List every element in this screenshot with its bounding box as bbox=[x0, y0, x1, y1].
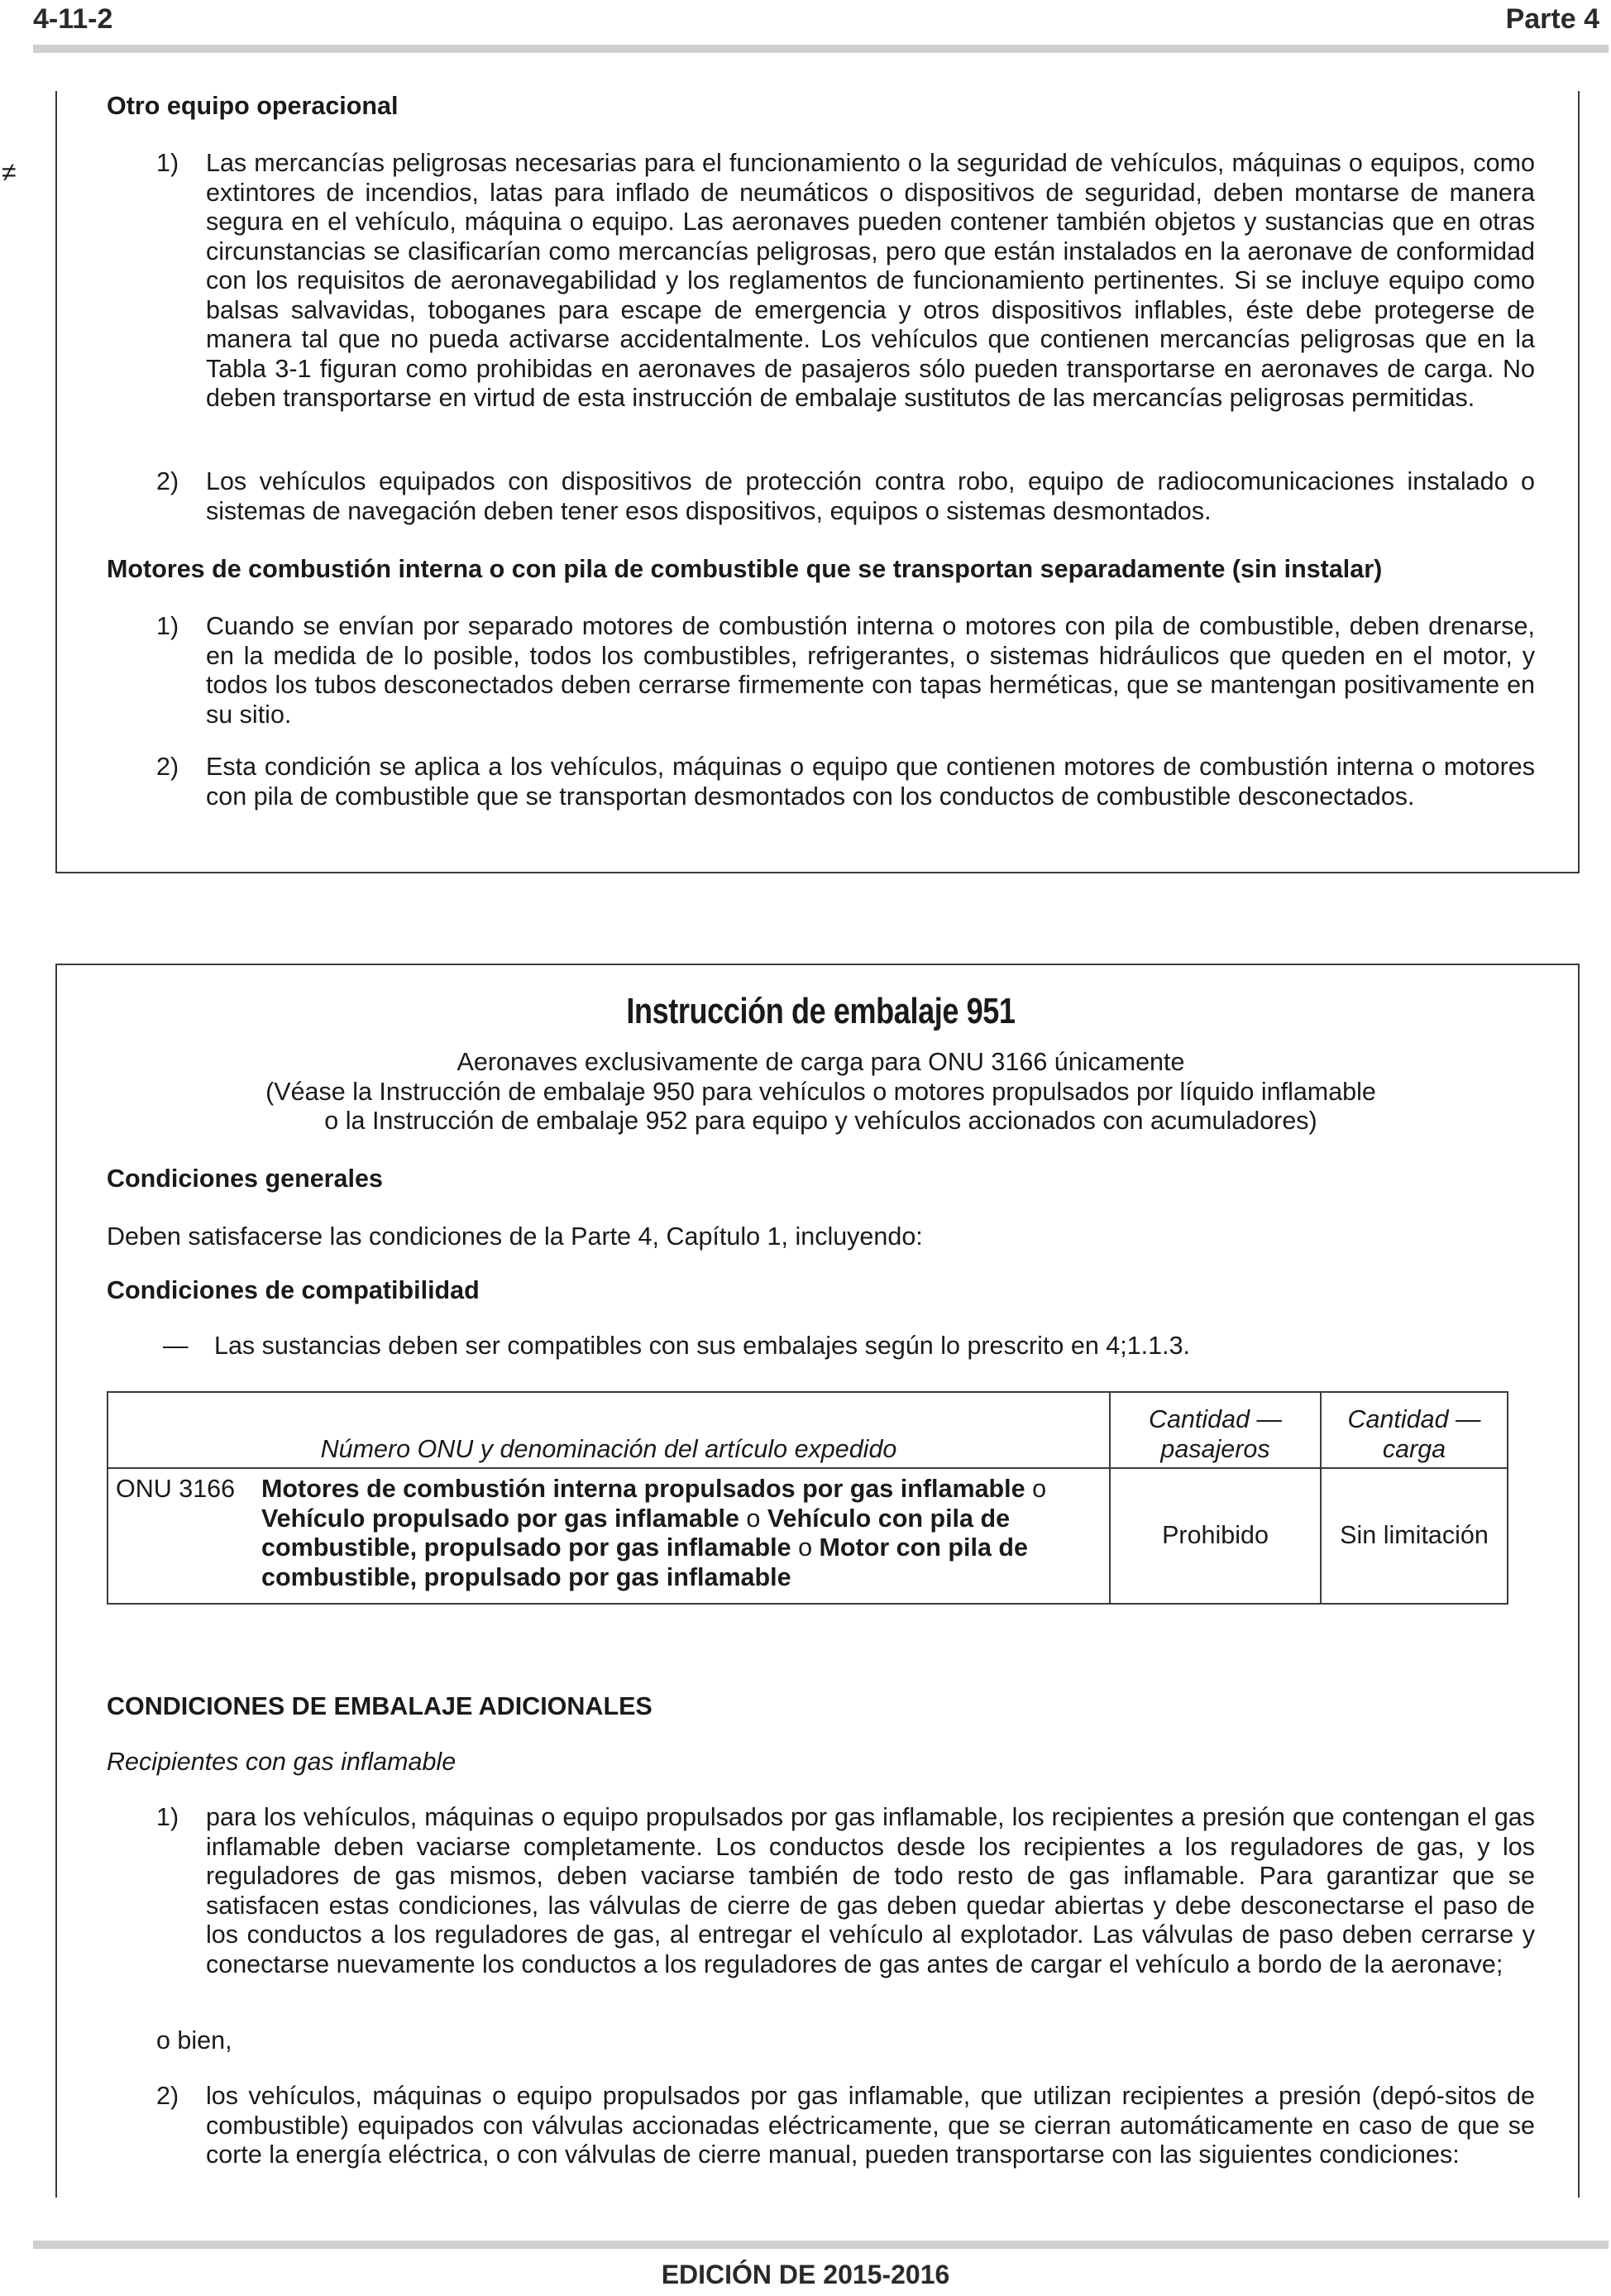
item-number: 1) bbox=[156, 1803, 179, 1831]
compatibility-title: Condiciones de compatibilidad bbox=[107, 1276, 480, 1304]
name-connector: o bbox=[791, 1533, 820, 1562]
additional-conditions-title: CONDICIONES DE EMBALAJE ADICIONALES bbox=[107, 1692, 653, 1720]
header-rule bbox=[33, 45, 1609, 53]
cell-cargo: Sin limitación bbox=[1321, 1468, 1508, 1604]
subtitle-line: o la Instrucción de embalaje 952 para equipo y vehículos accionados con acumuladores) bbox=[324, 1107, 1317, 1135]
item-text: Esta condición se aplica a los vehículos, máquinas o equipo que contienen motores de combustión interna o motores con pila de combustible que se transportan desmontados con los conductos de combustible desconectados. bbox=[206, 753, 1535, 811]
item-number: 2) bbox=[156, 467, 179, 495]
section-title-engines: Motores de combustión interna o con pila de combustible que se transportan separadamente (sin instalar) bbox=[107, 555, 1383, 583]
general-conditions-title: Condiciones generales bbox=[107, 1165, 383, 1193]
name-connector: o bbox=[1025, 1475, 1047, 1503]
or-text: o bien, bbox=[156, 2026, 232, 2054]
list-item bbox=[156, 1803, 1535, 1979]
list-item bbox=[156, 467, 1535, 526]
header-cargo-line1: Cantidad — bbox=[1347, 1405, 1481, 1433]
list-item bbox=[156, 612, 1535, 729]
part-label: Parte 4 bbox=[1505, 3, 1599, 35]
name-part: Vehículo con pila de combustible, propulsado por gas inflamable bbox=[261, 1504, 1011, 1562]
header-name: Número ONU y denominación del artículo expedido bbox=[108, 1392, 1110, 1468]
table-row bbox=[108, 1468, 1508, 1604]
flammable-gas-subtitle: Recipientes con gas inflamable bbox=[107, 1748, 457, 1776]
list-item bbox=[156, 753, 1535, 811]
item-text: Los vehículos equipados con dispositivos de protección contra robo, equipo de radiocomunicaciones instalado o sistemas de navegación deben tener esos dispositivos, equipos o sistemas desmontados. bbox=[206, 467, 1535, 525]
table-header-row bbox=[108, 1392, 1508, 1468]
item-text: para los vehículos, máquinas o equipo propulsados por gas inflamable, los recipientes a presión que contengan el gas inflamable deben vaciarse completamente. Los conductos desde los recipientes a los reguladores de gas, y los reguladores de gas mismos, deben vaciarse también de todo resto de gas inflamable. Para garantizar que se satisfacen estas condiciones, las válvulas de cierre de gas deben quedar abiertas y debe desconectarse el paso de los conductos a los reguladores de gas, al entregar el vehículo al explotador. Las válvulas de paso deben cerrarse y conectarse nuevamente los conductos a los reguladores de gas antes de cargar el vehículo a bordo de la aeronave; bbox=[206, 1803, 1535, 1978]
cell-passenger: Prohibido bbox=[1110, 1468, 1321, 1604]
item-number: 2) bbox=[156, 753, 179, 781]
name-part: Vehículo propulsado por gas inflamable bbox=[261, 1504, 739, 1533]
section-title-operational: Otro equipo operacional bbox=[107, 92, 399, 120]
list-item bbox=[156, 2082, 1535, 2170]
name-connector: o bbox=[739, 1504, 767, 1533]
edition-footer: EDICIÓN DE 2015-2016 bbox=[661, 2260, 950, 2289]
proper-shipping-name bbox=[261, 1475, 1102, 1592]
page-number: 4-11-2 bbox=[33, 3, 113, 35]
change-mark: ≠ bbox=[2, 157, 17, 187]
item-number: 1) bbox=[156, 149, 179, 177]
subtitle-line: (Véase la Instrucción de embalaje 950 para vehículos o motores propulsados por líquido inflamable bbox=[265, 1077, 1376, 1106]
subtitle-line: Aeronaves exclusivamente de carga para ONU 3166 únicamente bbox=[457, 1048, 1185, 1076]
item-dash: — bbox=[163, 1332, 189, 1360]
item-text: los vehículos, máquinas o equipo propulsados por gas inflamable, que utilizan recipientes a presión (depó-sitos de combustible) equipados con válvulas accionadas eléctricamente, que se cierran automáticamente en caso de que se corte la energía eléctrica, o con válvulas de cierre manual, pueden transportarse con las siguientes condiciones: bbox=[206, 2082, 1535, 2169]
general-conditions-text: Deben satisfacerse las condiciones de la Parte 4, Capítulo 1, incluyendo: bbox=[107, 1222, 923, 1251]
header-cargo bbox=[1321, 1392, 1508, 1468]
item-text: Cuando se envían por separado motores de combustión interna o motores con pila de combustible, deben drenarse, en la medida de lo posible, todos los combustibles, refrigerantes, o sistemas hidráulicos que queden en el motor, y todos los tubos desconectados deben cerrarse firmemente con tapas herméticas, que se mantengan positivamente en su sitio. bbox=[206, 612, 1535, 729]
name-part: Motor con pila de combustible, propulsado por gas inflamable bbox=[261, 1533, 1028, 1591]
name-part: Motores de combustión interna propulsados por gas inflamable bbox=[261, 1475, 1025, 1503]
packing-instruction-951-box bbox=[55, 964, 1580, 2198]
un-number: ONU 3166 bbox=[116, 1475, 236, 1503]
dangerous-goods-table bbox=[107, 1391, 1508, 1605]
header-passenger-line2: pasajeros bbox=[1160, 1434, 1270, 1463]
list-item bbox=[163, 1332, 1535, 1361]
continued-instruction-box bbox=[55, 91, 1580, 873]
list-item bbox=[156, 149, 1535, 414]
instruction-title: Instrucción de embalaje 951 bbox=[626, 991, 1016, 1031]
footer-rule bbox=[33, 2241, 1609, 2249]
header-cargo-line2: carga bbox=[1382, 1434, 1446, 1463]
item-number: 2) bbox=[156, 2082, 179, 2110]
cell-name bbox=[108, 1468, 1110, 1604]
item-text: Las mercancías peligrosas necesarias para el funcionamiento o la seguridad de vehículos, máquinas o equipos, como extintores de incendios, latas para inflado de neumáticos o dispositivos de seguridad, deben montarse de manera segura en el vehículo, máquina o equipo. Las aeronaves pueden contener también objetos y sustancias que en otras circunstancias se clasificarían como mercancías peligrosas, pero que están instalados en la aeronave de conformidad con los requisitos de aeronavegabilidad y los reglamentos de funcionamiento pertinentes. Si se incluye equipo como balsas salvavidas, toboganes para escape de emergencia y otros dispositivos inflables, éste debe protegerse de manera tal que no pueda activarse accidentalmente. Los vehículos que contienen mercancías peligrosas que en la Tabla 3-1 figuran como prohibidas en aeronaves de pasajeros sólo pueden transportarse en aeronaves de carga. No deben transportarse en virtud de esta instrucción de embalaje sustitutos de las mercancías peligrosas permitidas. bbox=[206, 149, 1535, 412]
header-passenger-line1: Cantidad — bbox=[1148, 1405, 1283, 1433]
header-passenger bbox=[1110, 1392, 1321, 1468]
item-number: 1) bbox=[156, 612, 179, 640]
item-text: Las sustancias deben ser compatibles con sus embalajes según lo prescrito en 4;1.1.3. bbox=[214, 1332, 1191, 1360]
